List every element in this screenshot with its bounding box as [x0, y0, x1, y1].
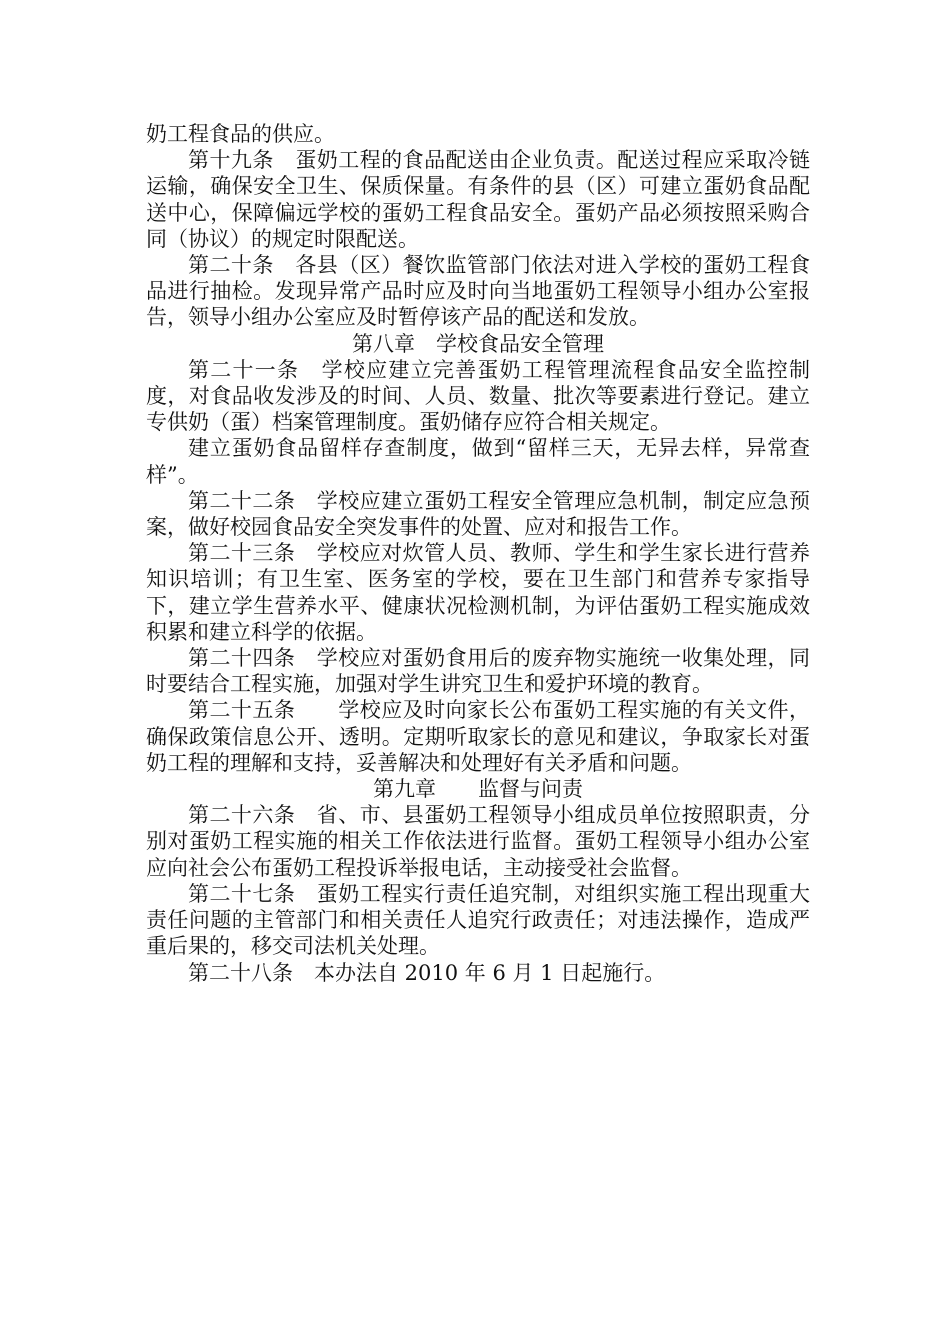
article-separator [295, 698, 338, 722]
paragraph [146, 121, 810, 147]
article-separator [295, 646, 316, 670]
article-number: 第二十三条 [188, 541, 296, 566]
article-separator [295, 882, 316, 906]
article-text: 学校应建立完善蛋奶工程管理流程食品安全监控制度，对食品收发涉及的时间、人员、数量、批次等要素进行登记。建立专供奶（蛋）档案管理制度。蛋奶储存应符合相关规定。 [146, 357, 811, 435]
article-separator [293, 961, 314, 985]
article-28 [146, 960, 810, 986]
chapter-heading-9: 第九章 监督与问责 [373, 777, 583, 802]
article-text: 蛋奶工程的食品配送由企业负责。配送过程应采取冷链运输，确保安全卫生、保质保量。有条件的县（区）可建立蛋奶食品配送中心，保障偏远学校的蛋奶工程食品安全。蛋奶产品必须按照采购合同（协议）的规定时限配送。 [146, 148, 811, 251]
article-20 [146, 252, 810, 331]
article-27 [146, 881, 810, 960]
article-text: 学校应及时向家长公布蛋奶工程实施的有关文件，确保政策信息公开、透明。定期听取家长的意见和建议，争取家长对蛋奶工程的理解和支持，妥善解决和处理好有关矛盾和问题。 [146, 698, 811, 775]
article-text: 学校应对炊管人员、教师、学生和学生家长进行营养知识培训；有卫生室、医务室的学校，要在卫生部门和营养专家指导下，建立学生营养水平、健康状况检测机制，为评估蛋奶工程实施成效积累和建立科学的依据。 [146, 541, 811, 644]
article-number: 第二十七条 [188, 881, 296, 906]
article-number: 第二十五条 [188, 698, 296, 723]
article-text: 学校应对蛋奶食用后的废弃物实施统一收集处理，同时要结合工程实施，加强对学生讲究卫生和爱护环境的教育。 [146, 646, 811, 697]
article-22 [146, 488, 810, 540]
article-text: 本办法自 2010 年 6 月 1 日起施行。 [314, 960, 666, 985]
article-separator [295, 541, 316, 565]
article-number: 第二十一条 [188, 357, 300, 382]
article-text: 蛋奶工程实行责任追究制，对组织实施工程出现重大责任问题的主管部门和相关责任人追究行政责任；对违法操作，造成严重后果的，移交司法机关处理。 [146, 881, 811, 959]
article-number: 第十九条 [188, 148, 274, 173]
chapter-heading-8: 第八章 学校食品安全管理 [352, 331, 604, 356]
article-number: 第二十条 [188, 253, 274, 278]
article-separator [274, 253, 295, 277]
article-number: 第二十四条 [188, 646, 296, 671]
document-body [146, 121, 810, 986]
article-text: 各县（区）餐饮监管部门依法对进入学校的蛋奶工程食品进行抽检。发现异常产品时应及时向当地蛋奶工程领导小组办公室报告，领导小组办公室应及时暂停该产品的配送和发放。 [146, 253, 811, 330]
article-21 [146, 357, 810, 436]
paragraph-text: 建立蛋奶食品留样存查制度，做到“留样三天，无异去样，异常查样”。 [146, 436, 810, 487]
article-text: 学校应建立蛋奶工程安全管理应急机制，制定应急预案，做好校园食品安全突发事件的处置、应对和报告工作。 [146, 488, 811, 540]
article-24 [146, 645, 810, 697]
article-19 [146, 147, 810, 252]
article-number: 第二十八条 [188, 960, 293, 985]
article-separator [299, 358, 321, 382]
article-25 [146, 697, 810, 776]
article-number: 第二十六条 [188, 803, 296, 828]
paragraph-text: 奶工程食品的供应。 [146, 122, 335, 146]
article-text: 省、市、县蛋奶工程领导小组成员单位按照职责，分别对蛋奶工程实施的相关工作依法进行监督。蛋奶工程领导小组办公室应向社会公布蛋奶工程投诉举报电话，主动接受社会监督。 [146, 803, 811, 880]
article-26 [146, 802, 810, 881]
article-number: 第二十二条 [188, 488, 296, 513]
article-separator [295, 803, 316, 827]
article-separator [295, 489, 316, 513]
article-23 [146, 540, 810, 645]
paragraph-sample-retention [146, 435, 810, 487]
article-separator [274, 148, 295, 172]
